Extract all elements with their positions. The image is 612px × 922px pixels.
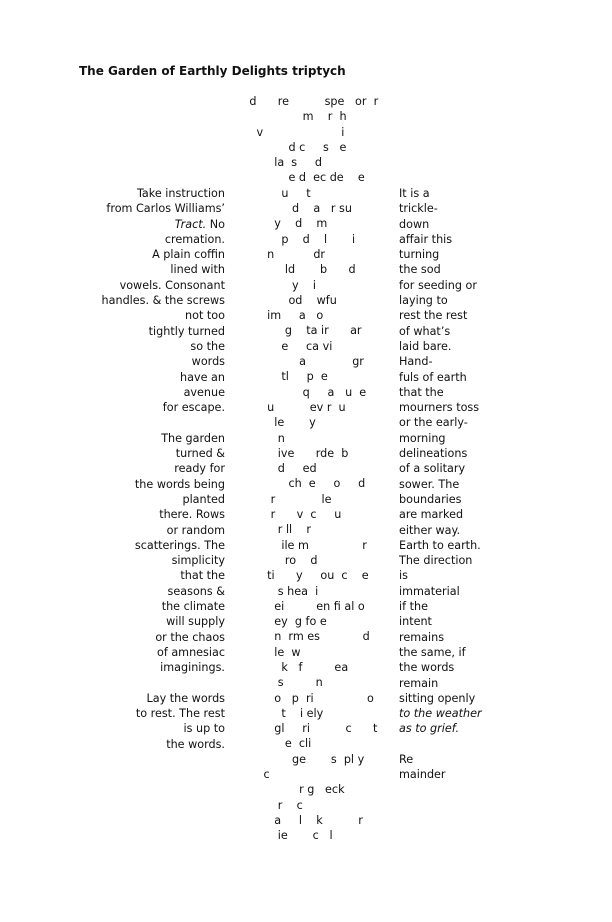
- center-line: e cli: [228, 737, 312, 751]
- right-column: [399, 186, 599, 783]
- left-line: A plain coffin: [152, 248, 225, 262]
- right-line: delineations: [399, 447, 468, 461]
- right-line: fuls of earth: [399, 370, 467, 384]
- right-line: mourners toss: [399, 401, 480, 415]
- right-line: immaterial: [399, 584, 460, 598]
- left-line: so the: [190, 339, 225, 353]
- right-line: the same, if: [399, 645, 466, 659]
- center-line: ey g fo e: [228, 615, 327, 629]
- right-line: remains: [399, 630, 445, 644]
- left-line: of amnesiac: [156, 645, 225, 659]
- right-line: or the early-: [399, 416, 468, 430]
- right-line: as to grief.: [399, 722, 460, 736]
- center-line: r le: [228, 492, 332, 506]
- center-line: gl ri c t: [228, 722, 378, 736]
- left-line: imaginings.: [160, 661, 225, 675]
- right-line: of a solitary: [399, 462, 466, 476]
- right-line: rest the rest: [399, 309, 468, 323]
- right-line: if the: [399, 600, 428, 614]
- right-line: laid bare.: [399, 339, 452, 353]
- right-line: turning: [399, 248, 440, 262]
- center-line: r ll r: [228, 523, 311, 537]
- right-line: It is a: [399, 187, 430, 200]
- right-line: the sod: [399, 263, 441, 277]
- center-line: ld b d: [228, 263, 356, 277]
- left-line: tightly turned: [148, 324, 225, 338]
- center-line: k f ea: [228, 660, 349, 674]
- center-line: od wfu: [228, 293, 337, 307]
- center-line: u ev r u: [228, 400, 346, 414]
- left-line: to rest. The rest: [135, 707, 225, 721]
- center-line: n: [228, 431, 285, 445]
- left-line: ready for: [174, 462, 225, 476]
- right-line: Hand-: [399, 355, 433, 369]
- center-line: n rm es d: [228, 630, 370, 644]
- right-line: boundaries: [399, 492, 462, 506]
- right-line: intent: [399, 615, 432, 629]
- center-line: d a r su: [228, 202, 352, 216]
- center-line: ile m r: [228, 538, 367, 552]
- center-line: ive rde b: [228, 446, 349, 460]
- right-line: of what’s: [399, 324, 451, 338]
- center-line: n dr: [228, 247, 326, 261]
- center-line: d re spe or r: [228, 95, 379, 108]
- right-line: morning: [399, 431, 446, 445]
- left-line: not too: [185, 309, 225, 323]
- left-line: lined with: [170, 263, 225, 277]
- center-line: im a o: [228, 309, 324, 323]
- right-line: affair this: [399, 232, 453, 246]
- left-line: vowels. Consonant: [119, 278, 225, 292]
- center-line: u t: [228, 186, 311, 200]
- right-line: sower. The: [399, 477, 460, 491]
- center-line: m r h: [228, 110, 347, 124]
- left-line: avenue: [183, 385, 225, 399]
- left-line: from Carlos Williams’: [106, 202, 225, 216]
- left-line: words: [191, 355, 225, 369]
- left-column: [60, 186, 225, 752]
- right-line: Re: [399, 752, 414, 766]
- center-line: s hea i: [228, 584, 319, 598]
- center-line: y d m: [228, 217, 328, 231]
- center-line: la s d: [228, 156, 323, 170]
- left-line: scatterings. The: [134, 538, 225, 552]
- center-line: ge s pl y: [228, 752, 365, 766]
- center-line: e d ec de e: [228, 171, 365, 185]
- center-line: r v c u: [228, 508, 342, 522]
- center-line: q a u e: [228, 385, 367, 399]
- right-line: down: [399, 217, 430, 231]
- left-line: have an: [180, 370, 225, 384]
- left-line: or the chaos: [155, 630, 225, 644]
- poem-title: The Garden of Earthly Delights triptych: [79, 64, 346, 78]
- left-line: seasons &: [167, 584, 225, 598]
- left-line: for escape.: [162, 401, 225, 415]
- center-line: d c s e: [228, 140, 347, 154]
- center-line: ti y ou c e: [228, 569, 369, 583]
- right-line: is: [399, 569, 408, 583]
- left-line: planted: [182, 492, 225, 506]
- left-line: or random: [166, 523, 225, 537]
- center-line: t i ely: [228, 706, 324, 720]
- center-line: y i: [228, 278, 316, 292]
- right-line: for seeding or: [399, 278, 477, 292]
- right-line: the words: [399, 661, 455, 675]
- right-line: Earth to earth.: [399, 538, 481, 552]
- left-line: The garden: [161, 431, 225, 445]
- left-line: the words being: [134, 477, 225, 491]
- center-line: p d l i: [228, 232, 356, 246]
- center-line: d ed: [228, 462, 317, 476]
- center-line: le w: [228, 645, 301, 659]
- center-line: r g eck: [228, 783, 345, 797]
- left-line: turned &: [175, 447, 225, 461]
- right-line: The direction: [399, 554, 473, 568]
- center-line: r c: [228, 798, 303, 812]
- right-line: that the: [399, 385, 444, 399]
- center-column: [228, 94, 396, 844]
- center-line: v i: [228, 125, 345, 139]
- center-line: tl p e: [228, 370, 328, 384]
- left-line: Take instruction: [136, 187, 225, 200]
- left-line: simplicity: [171, 554, 225, 568]
- center-line: g ta ir ar: [228, 324, 362, 338]
- center-line: a l k r: [228, 813, 363, 827]
- center-line: o p ri o: [228, 691, 374, 705]
- center-line: ei en fi al o: [228, 599, 365, 613]
- center-line: ro d: [228, 553, 318, 567]
- right-line: to the weather: [399, 707, 482, 721]
- left-line: the climate: [161, 600, 225, 614]
- center-line: ch e o d: [228, 477, 366, 491]
- left-line: that the: [180, 569, 225, 583]
- left-line: cremation.: [164, 232, 225, 246]
- center-line: a gr: [228, 355, 364, 369]
- right-line: sitting openly: [399, 691, 476, 705]
- left-line: there. Rows: [159, 508, 225, 522]
- right-line: laying to: [399, 294, 448, 308]
- center-line: le y: [228, 416, 316, 430]
- left-line: [60, 676, 225, 691]
- left-line: the words.: [166, 737, 225, 751]
- center-line: ie c l: [228, 829, 333, 843]
- center-line: c: [228, 768, 270, 782]
- right-line: either way.: [399, 523, 461, 537]
- center-line: s n: [228, 676, 323, 690]
- left-line: is up to: [183, 722, 225, 736]
- right-line: remain: [399, 676, 439, 690]
- left-line: Lay the words: [146, 691, 225, 705]
- right-line: are marked: [399, 508, 464, 522]
- right-line: [399, 737, 599, 752]
- left-line: handles. & the screws: [101, 294, 225, 308]
- center-line: e ca vi: [228, 339, 333, 353]
- right-line: trickle-: [399, 202, 438, 216]
- left-line: will supply: [166, 615, 225, 629]
- right-line: mainder: [399, 768, 446, 782]
- left-line: [60, 415, 225, 430]
- left-line: Tract. No: [174, 217, 225, 231]
